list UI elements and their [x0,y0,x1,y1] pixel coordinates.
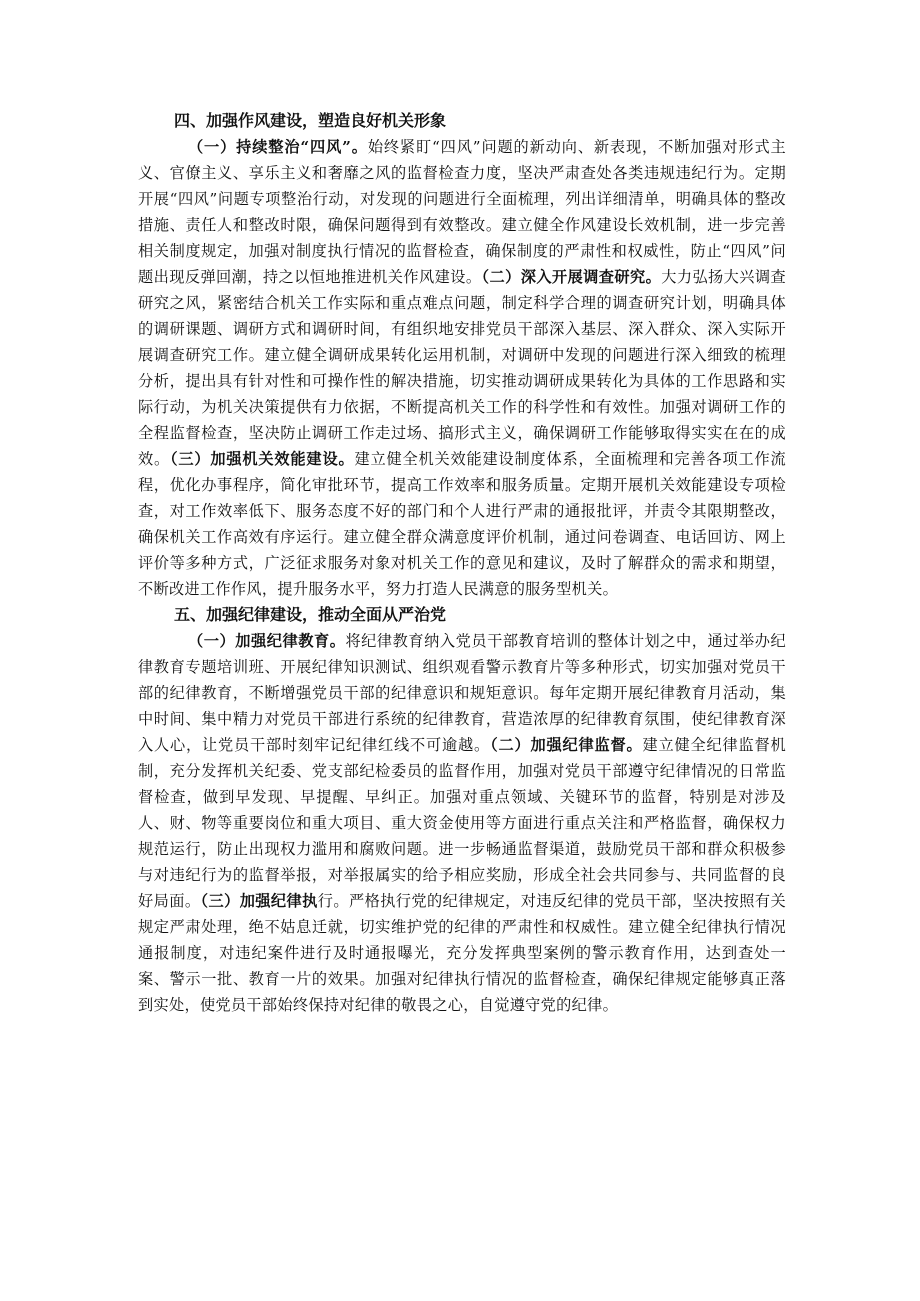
section-4-paragraph [138,134,786,602]
section-5-paragraph [138,628,786,1018]
item-5-1-heading: （一）加强纪律教育。 [188,632,346,650]
item-4-3-body: 建立健全机关效能建设制度体系，全面梳理和完善各项工作流程，优化办事程序，简化审批环节，提高工作效率和服务质量。定期开展机关效能建设专项检查，对工作效率低下、服务态度不好的部门和个人进行严肃的通报批评，并责令其限期整改，确保机关工作高效有序运行。建立健全群众满意度评价机制，通过问卷调查、电话回访、网上评价等多种方式，广泛征求服务对象对机关工作的意见和建议，及时了解群众的需求和期望，不断改进工作作风，提升服务水平，努力打造人民满意的服务型机关。 [138,450,787,598]
item-5-2-heading: （二）加强纪律监督。 [490,736,643,754]
section-4-heading: 四、加强作风建设，塑造良好机关形象 [174,111,447,130]
item-5-3-heading: （三）加强纪律执 [200,892,318,910]
item-5-2-body: 建立健全纪律监督机制，充分发挥机关纪委、党支部纪检委员的监督作用，加强对党员干部遵守纪律情况的日常监督检查，做到早发现、早提醒、早纠正。加强对重点领域、关键环节的监督，特别是对涉及人、财、物等重要岗位和重大项目、重大资金使用等方面进行重点关注和严格监督，确保权力规范运行，防止出现权力滥用和腐败问题。进一步畅通监督渠道，鼓励党员干部和群众积极参与对违纪行为的监督举报，对举报属实的给予相应奖励，形成全社会共同参与、共同监督的良好局面。 [138,736,787,910]
item-5-1-body: 将纪律教育纳入党员干部教育培训的整体计划之中，通过举办纪律教育专题培训班、开展纪律知识测试、组织观看警示教育片等多种形式，切实加强对党员干部的纪律教育，不断增强党员干部的纪律意识和规矩意识。每年定期开展纪律教育月活动，集中时间、集中精力对党员干部进行系统的纪律教育，营造浓厚的纪律教育氛围，使纪律教育深入人心，让党员干部时刻牢记纪律红线不可逾越。 [138,632,786,754]
document-page [138,108,786,1018]
item-5-3-body: 行。严格执行党的纪律规定，对违反纪律的党员干部，坚决按照有关规定严肃处理，绝不姑息迁就，切实维护党的纪律的严肃性和权威性。建立健全纪律执行情况通报制度，对违纪案件进行及时通报曝光，充分发挥典型案例的警示教育作用，达到查处一案、警示一批、教育一片的效果。加强对纪律执行情况的监督检查，确保纪律规定能够真正落到实处，使党员干部始终保持对纪律的敬畏之心，自觉遵守党的纪律。 [138,892,786,1014]
item-4-2-heading: （二）深入开展调查研究。 [481,268,662,286]
item-4-1-body: 始终紧盯“四风”问题的新动向、新表现，不断加强对形式主义、官僚主义、享乐主义和奢靡之风的监督检查力度，坚决严肃查处各类违规违纪行为。定期开展“四风”问题专项整治行动，对发现的问题进行全面梳理，列出详细清单，明确具体的整改措施、责任人和整改时限，确保问题得到有效整改。建立健全作风建设长效机制，进一步完善相关制度规定，加强对制度执行情况的监督检查，确保制度的严肃性和权威性，防止“四风”问题出现反弹回潮，持之以恒地推进机关作风建设。 [138,138,786,286]
item-4-1-heading: （一）持续整治“四风”。 [188,138,368,156]
item-4-3-heading: （三）加强机关效能建设。 [170,450,355,468]
item-4-2-body: 大力弘扬大兴调查研究之风，紧密结合机关工作实际和重点难点问题，制定科学合理的调查研究计划，明确具体的调研课题、调研方式和调研时间，有组织地安排党员干部深入基层、深入群众、深入实际开展调查研究工作。建立健全调研成果转化运用机制，对调研中发现的问题进行深入细致的梳理分析，提出具有针对性和可操作性的解决措施，切实推动调研成果转化为具体的工作思路和实际行动，为机关决策提供有力依据，不断提高机关工作的科学性和有效性。加强对调研工作的全程监督检查，坚决防止调研工作走过场、搞形式主义，确保调研工作能够取得实实在在的成效。 [138,268,786,468]
section-5-heading: 五、加强纪律建设，推动全面从严治党 [174,605,447,624]
